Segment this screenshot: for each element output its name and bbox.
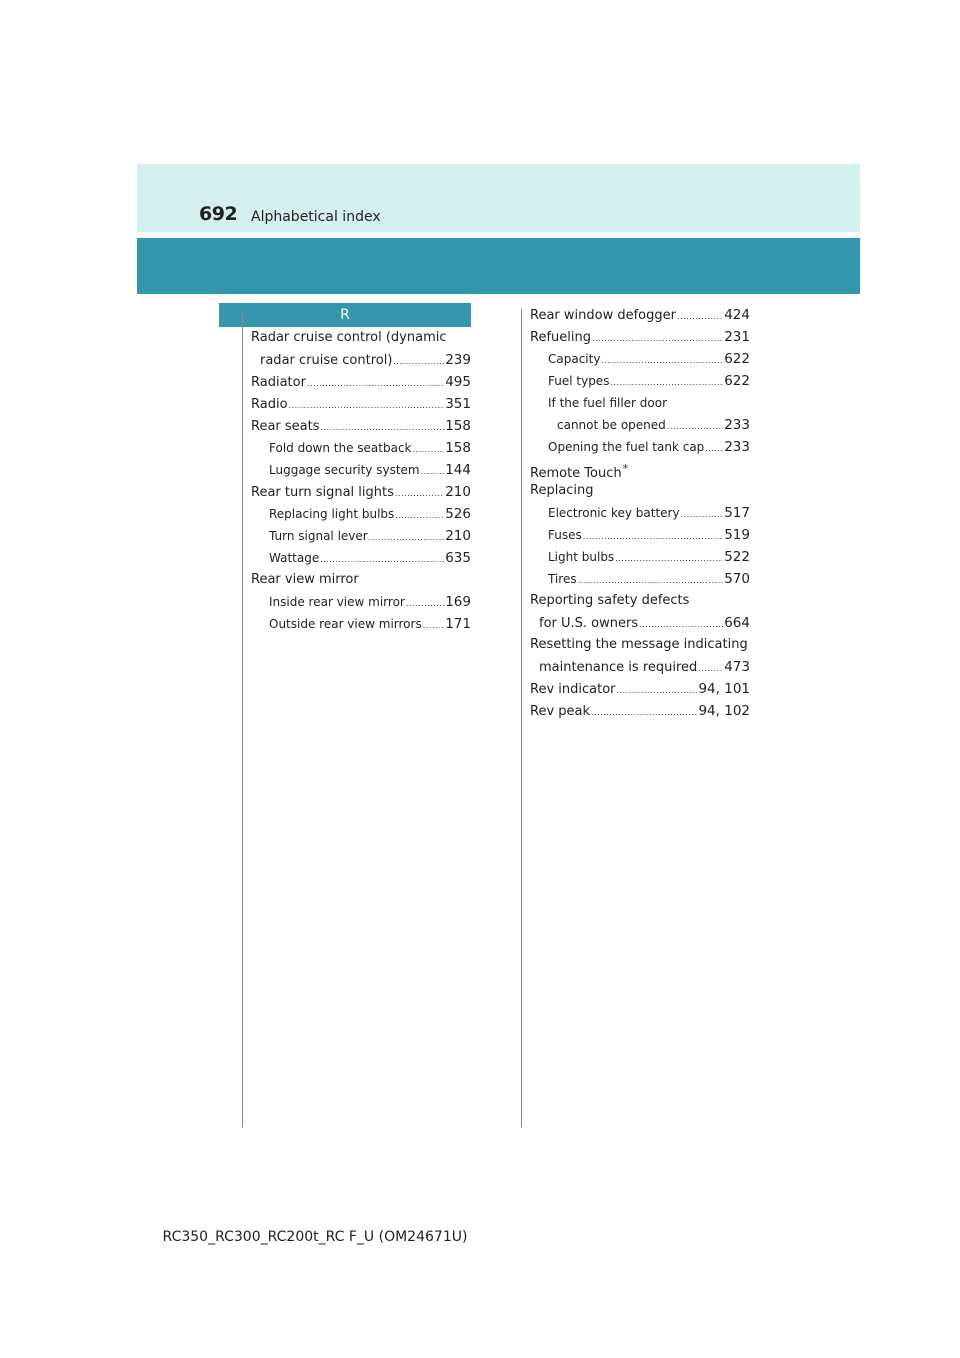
index-entry: Reporting safety defects [530,593,690,608]
dot-leader [321,417,445,439]
index-entry[interactable] [530,656,750,678]
entry-label: Rev indicator [530,682,616,697]
entry-page: 94, 102 [698,703,750,719]
entry-page: 495 [445,374,471,390]
dot-leader [601,350,723,372]
entry-page: 171 [445,616,471,632]
index-subentry[interactable] [251,437,471,459]
dot-leader [617,680,698,702]
index-entry: Rear view mirror [251,572,359,587]
index-entry[interactable] [530,678,750,700]
entry-label: Turn signal lever [269,529,368,543]
dot-leader [393,351,444,373]
index-entry: Replacing [530,483,594,498]
entry-label: Luggage security system [269,463,420,477]
entry-label: Refueling [530,330,591,345]
footer-model-code: RC350_RC300_RC200t_RC F_U (OM24671U) [162,1229,468,1245]
entry-label: Capacity [548,352,601,366]
index-subentry[interactable] [530,348,750,370]
entry-label: Radiator [251,375,306,390]
dot-leader [705,438,723,460]
index-subentry[interactable] [251,525,471,547]
header-accent-band [137,238,860,294]
footnote-star: * [622,462,629,475]
dot-leader [406,593,444,615]
index-letter-bar: R [219,303,471,327]
dot-leader [307,373,444,395]
index-entry[interactable] [251,415,471,437]
entry-label: Tires [548,572,577,586]
index-subentry[interactable] [530,568,750,590]
section-title: Alphabetical index [251,209,381,225]
index-entry[interactable] [530,700,750,722]
dot-leader [592,328,723,350]
index-entry [530,458,750,480]
entry-page: 239 [445,352,471,368]
entry-label: Opening the fuel tank cap [548,440,705,454]
index-subentry[interactable] [251,459,471,481]
entry-page: 664 [724,615,750,631]
dot-leader [698,658,723,680]
index-subentry[interactable] [251,613,471,635]
entry-page: 635 [445,550,471,566]
entry-label: Remote Touch [530,466,622,481]
entry-label: Rev peak [530,704,591,719]
index-entry[interactable] [530,304,750,326]
entry-label: Replacing light bulbs [269,507,395,521]
index-subentry[interactable] [530,414,750,436]
entry-page: 522 [724,549,750,565]
entry-page: 210 [445,484,471,500]
entry-label: Light bulbs [548,550,615,564]
entry-label: Electronic key battery [548,506,680,520]
dot-leader [591,702,697,724]
index-subentry[interactable] [530,436,750,458]
dot-leader [578,570,724,592]
right-column-rule [521,309,522,1127]
index-subentry: If the fuel filler door [548,396,668,410]
entry-label: Fold down the seatback [269,441,412,455]
entry-page: 231 [724,329,750,345]
index-entry[interactable] [251,393,471,415]
entry-page: 158 [445,440,471,456]
index-entry: Radar cruise control (dynamic [251,330,447,345]
entry-label: for U.S. owners [539,616,639,631]
entry-page: 158 [445,418,471,434]
entry-label: Wattage [269,551,320,565]
left-column-rule [242,309,243,1127]
entry-label: Rear turn signal lights [251,485,394,500]
index-subentry[interactable] [530,502,750,524]
entry-page: 144 [445,462,471,478]
entry-page: 233 [724,417,750,433]
dot-leader [395,483,444,505]
entry-label: Inside rear view mirror [269,595,405,609]
entry-label: cannot be opened [557,418,666,432]
index-entry[interactable] [530,612,750,634]
index-entry: Resetting the message indicating [530,637,748,652]
index-entry[interactable] [251,481,471,503]
entry-label: Outside rear view mirrors [269,617,422,631]
entry-label: maintenance is required [539,660,698,675]
dot-leader [583,526,723,548]
index-subentry[interactable] [530,546,750,568]
entry-page: 210 [445,528,471,544]
index-subentry[interactable] [251,503,471,525]
dot-leader [677,306,723,328]
dot-leader [667,416,723,438]
dot-leader [610,372,723,394]
entry-page: 94, 101 [698,681,750,697]
entry-label: Fuel types [548,374,610,388]
dot-leader [395,505,444,527]
dot-leader [423,615,445,637]
index-entry[interactable] [251,349,471,371]
entry-page: 233 [724,439,750,455]
dot-leader [615,548,723,570]
entry-label: Rear seats [251,419,320,434]
dot-leader [639,614,723,636]
entry-page: 424 [724,307,750,323]
entry-page: 622 [724,373,750,389]
index-subentry[interactable] [530,524,750,546]
entry-label: Radio [251,397,288,412]
index-subentry[interactable] [251,547,471,569]
entry-label: Fuses [548,528,582,542]
index-entry[interactable] [251,371,471,393]
dot-leader [289,395,445,417]
dot-leader [320,549,444,571]
dot-leader [413,439,445,461]
entry-page: 622 [724,351,750,367]
index-entry[interactable] [530,326,750,348]
dot-leader [681,504,724,526]
dot-leader [421,461,445,483]
entry-page: 519 [724,527,750,543]
index-column-right [530,304,750,722]
dot-leader [369,527,445,549]
entry-page: 526 [445,506,471,522]
entry-page: 473 [724,659,750,675]
header-band [137,164,860,232]
entry-page: 570 [724,571,750,587]
entry-page: 351 [445,396,471,412]
entry-label: Rear window defogger [530,308,676,323]
index-subentry[interactable] [530,370,750,392]
entry-label: radar cruise control) [260,353,393,368]
index-column-left [251,327,471,635]
entry-page: 517 [724,505,750,521]
entry-page: 169 [445,594,471,610]
index-subentry[interactable] [251,591,471,613]
page-number: 692 [199,203,238,225]
